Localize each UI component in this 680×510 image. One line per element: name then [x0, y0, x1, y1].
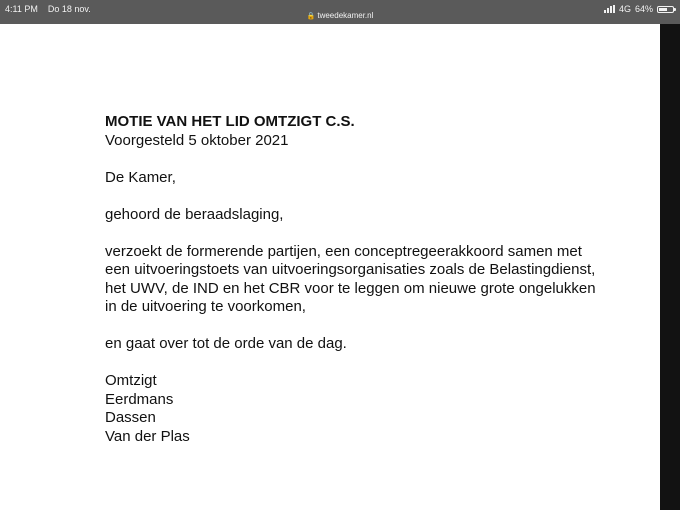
motion-title: MOTIE VAN HET LID OMTZIGT C.S.: [105, 113, 355, 130]
motion-text: [105, 113, 635, 446]
signatory: Eerdmans: [105, 390, 174, 408]
status-date: Do 18 nov.: [47, 4, 91, 14]
request-line: verzoekt de formerende partijen, een conceptregeerakkoord samen met: [105, 242, 582, 260]
battery-percent: 64%: [634, 4, 653, 14]
lock-icon: 🔒: [306, 13, 316, 20]
request-line: het UWV, de IND en het CBR voor te leggen om nieuwe grote ongelukken: [105, 279, 596, 297]
status-time: 4:11 PM: [5, 4, 38, 14]
signatories-list: [105, 372, 635, 446]
signatory: Van der Plas: [105, 427, 190, 445]
cellular-signal-icon: [604, 5, 615, 13]
deliberation-line: gehoord de beraadslaging,: [105, 205, 284, 223]
scroll-edge: [660, 24, 680, 510]
signatory: Omtzigt: [105, 372, 157, 389]
network-type: 4G: [618, 4, 631, 14]
closing-line: en gaat over tot de orde van de dag.: [105, 335, 347, 352]
status-right: [604, 4, 674, 14]
battery-fill: [659, 8, 667, 11]
request-line: in de uitvoering te voorkomen,: [105, 298, 306, 315]
url-text: tweedekamer.nl: [317, 11, 374, 20]
document-page: [0, 24, 660, 510]
battery-icon: [657, 6, 674, 13]
request-line: een uitvoeringstoets van uitvoeringsorganisaties zoals de Belastingdienst,: [105, 261, 596, 278]
motion-date: Voorgesteld 5 oktober 2021: [105, 131, 289, 149]
address-bar[interactable]: [0, 11, 680, 20]
status-bar: [0, 0, 680, 24]
salutation: De Kamer,: [105, 168, 176, 186]
signatory: Dassen: [105, 409, 156, 426]
request-paragraph: [105, 243, 635, 317]
